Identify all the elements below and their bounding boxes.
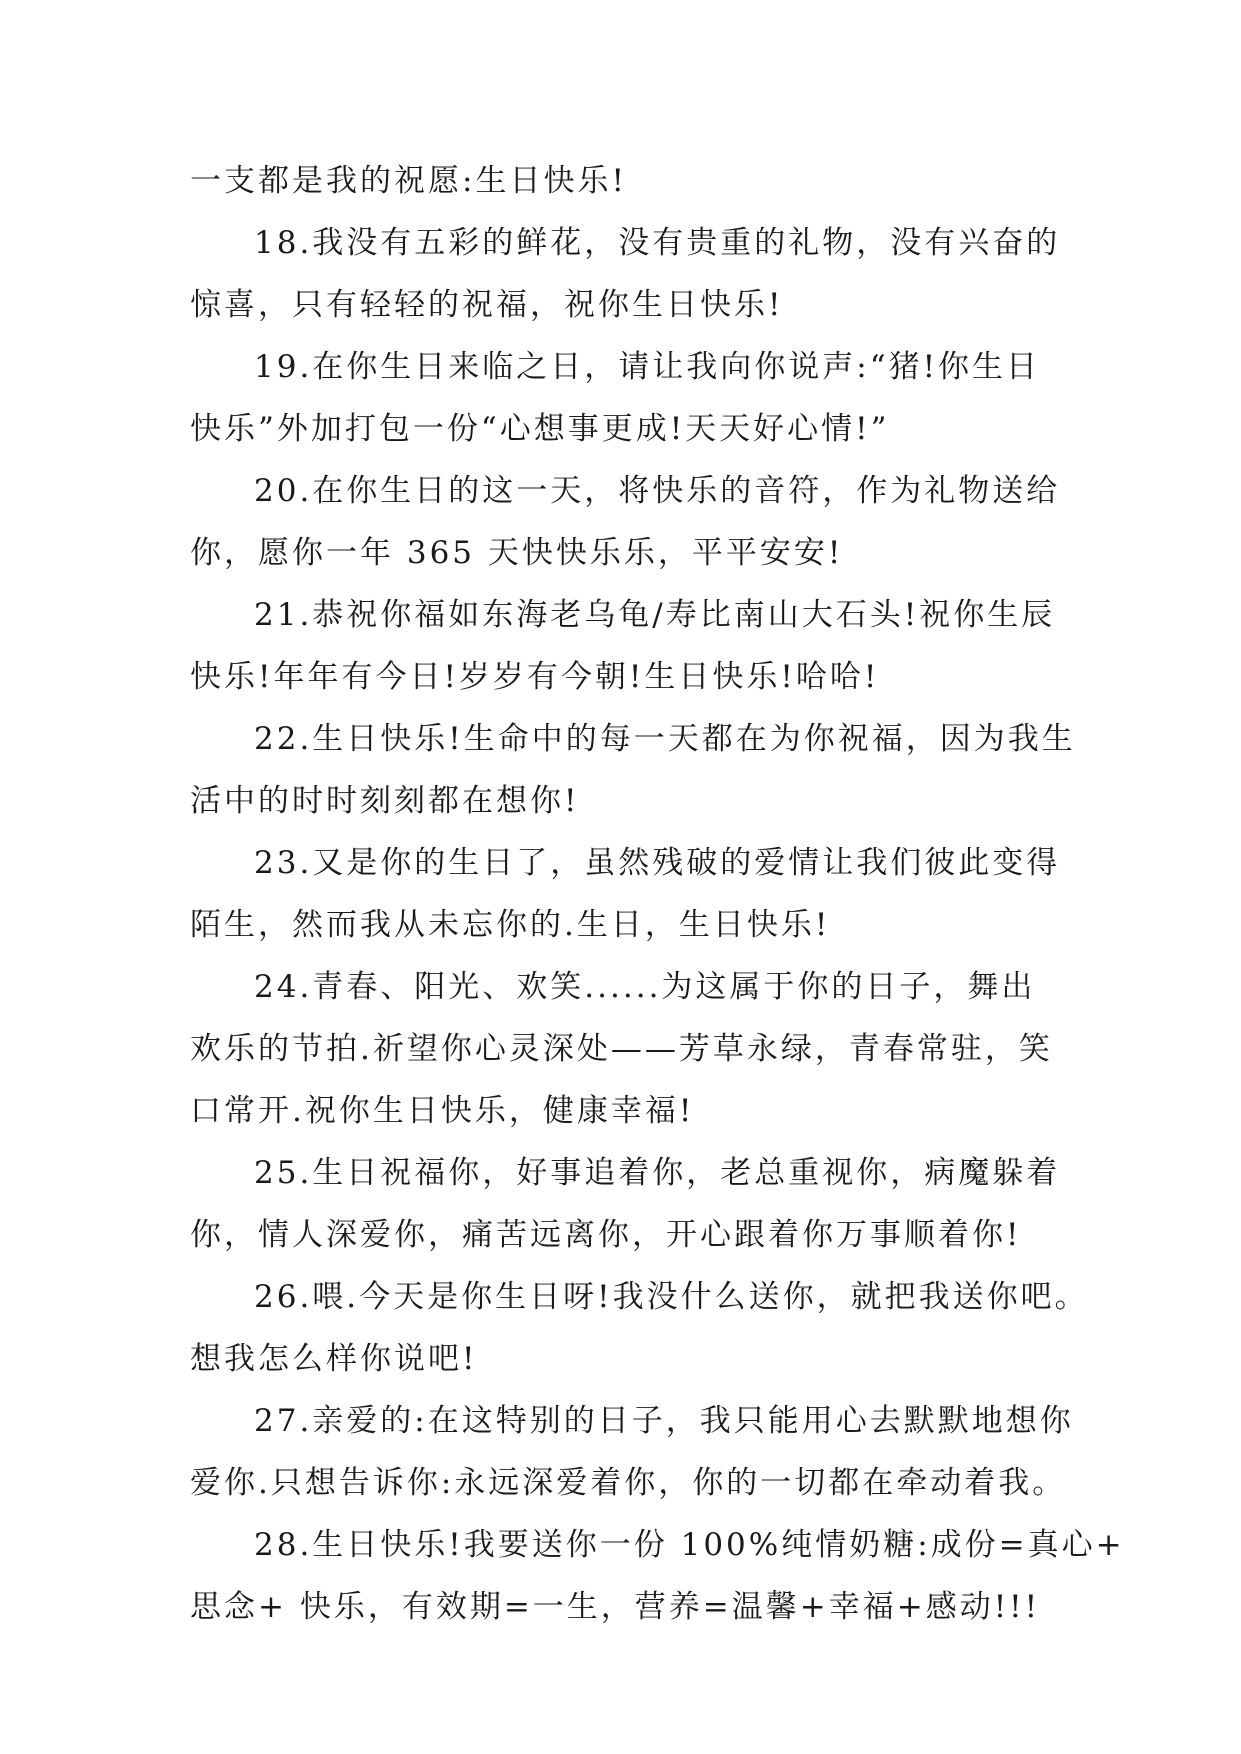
- text-line: 19.在你生日来临之日，请让我向你说声:“猪!你生日: [254, 349, 1041, 385]
- text-line: 爱你.只想告诉你:永远深爱着你，你的一切都在牵动着我。: [190, 1465, 1067, 1501]
- text-line: 24.青春、阳光、欢笑......为这属于你的日子，舞出: [254, 969, 1036, 1005]
- text-line: 思念+ 快乐，有效期=一生，营养=温馨+幸福+感动!!!: [190, 1589, 1041, 1625]
- text-line: 18.我没有五彩的鲜花，没有贵重的礼物，没有兴奋的: [254, 225, 1061, 261]
- text-line: 22.生日快乐!生命中的每一天都在为你祝福，因为我生: [254, 721, 1076, 757]
- text-line: 28.生日快乐!我要送你一份 100%纯情奶糖:成份=真心+: [254, 1527, 1125, 1563]
- text-line: 惊喜，只有轻轻的祝福，祝你生日快乐!: [190, 287, 784, 323]
- text-line: 20.在你生日的这一天，将快乐的音符，作为礼物送给: [254, 473, 1061, 509]
- text-line: 23.又是你的生日了，虽然残破的爱情让我们彼此变得: [254, 845, 1061, 881]
- text-line: 你，情人深爱你，痛苦远离你，开心跟着你万事顺着你!: [190, 1217, 1022, 1253]
- text-line: 欢乐的节拍.祈望你心灵深处——芳草永绿，青春常驻，笑: [190, 1031, 1053, 1067]
- text-line: 一支都是我的祝愿:生日快乐!: [190, 163, 627, 199]
- text-line: 想我怎么样你说吧!: [190, 1341, 478, 1377]
- text-line: 陌生，然而我从未忘你的.生日，生日快乐!: [190, 907, 831, 943]
- text-line: 口常开.祝你生日快乐，健康幸福!: [190, 1093, 695, 1129]
- text-line: 活中的时时刻刻都在想你!: [190, 783, 580, 819]
- text-line: 21.恭祝你福如东海老乌龟/寿比南山大石头!祝你生辰: [254, 597, 1056, 633]
- text-line: 25.生日祝福你，好事追着你，老总重视你，病魔躲着: [254, 1155, 1061, 1191]
- text-line: 你，愿你一年 365 天快快乐乐，平平安安!: [190, 535, 844, 571]
- text-line: 快乐!年年有今日!岁岁有今朝!生日快乐!哈哈!: [190, 659, 880, 695]
- document-body: [190, 150, 1125, 1638]
- text-line: 26.喂.今天是你生日呀!我没什么送你，就把我送你吧。: [254, 1279, 1089, 1315]
- text-line: 快乐”外加打包一份“心想事更成!天天好心情!”: [190, 411, 890, 447]
- text-line: 27.亲爱的:在这特别的日子，我只能用心去默默地想你: [254, 1403, 1074, 1439]
